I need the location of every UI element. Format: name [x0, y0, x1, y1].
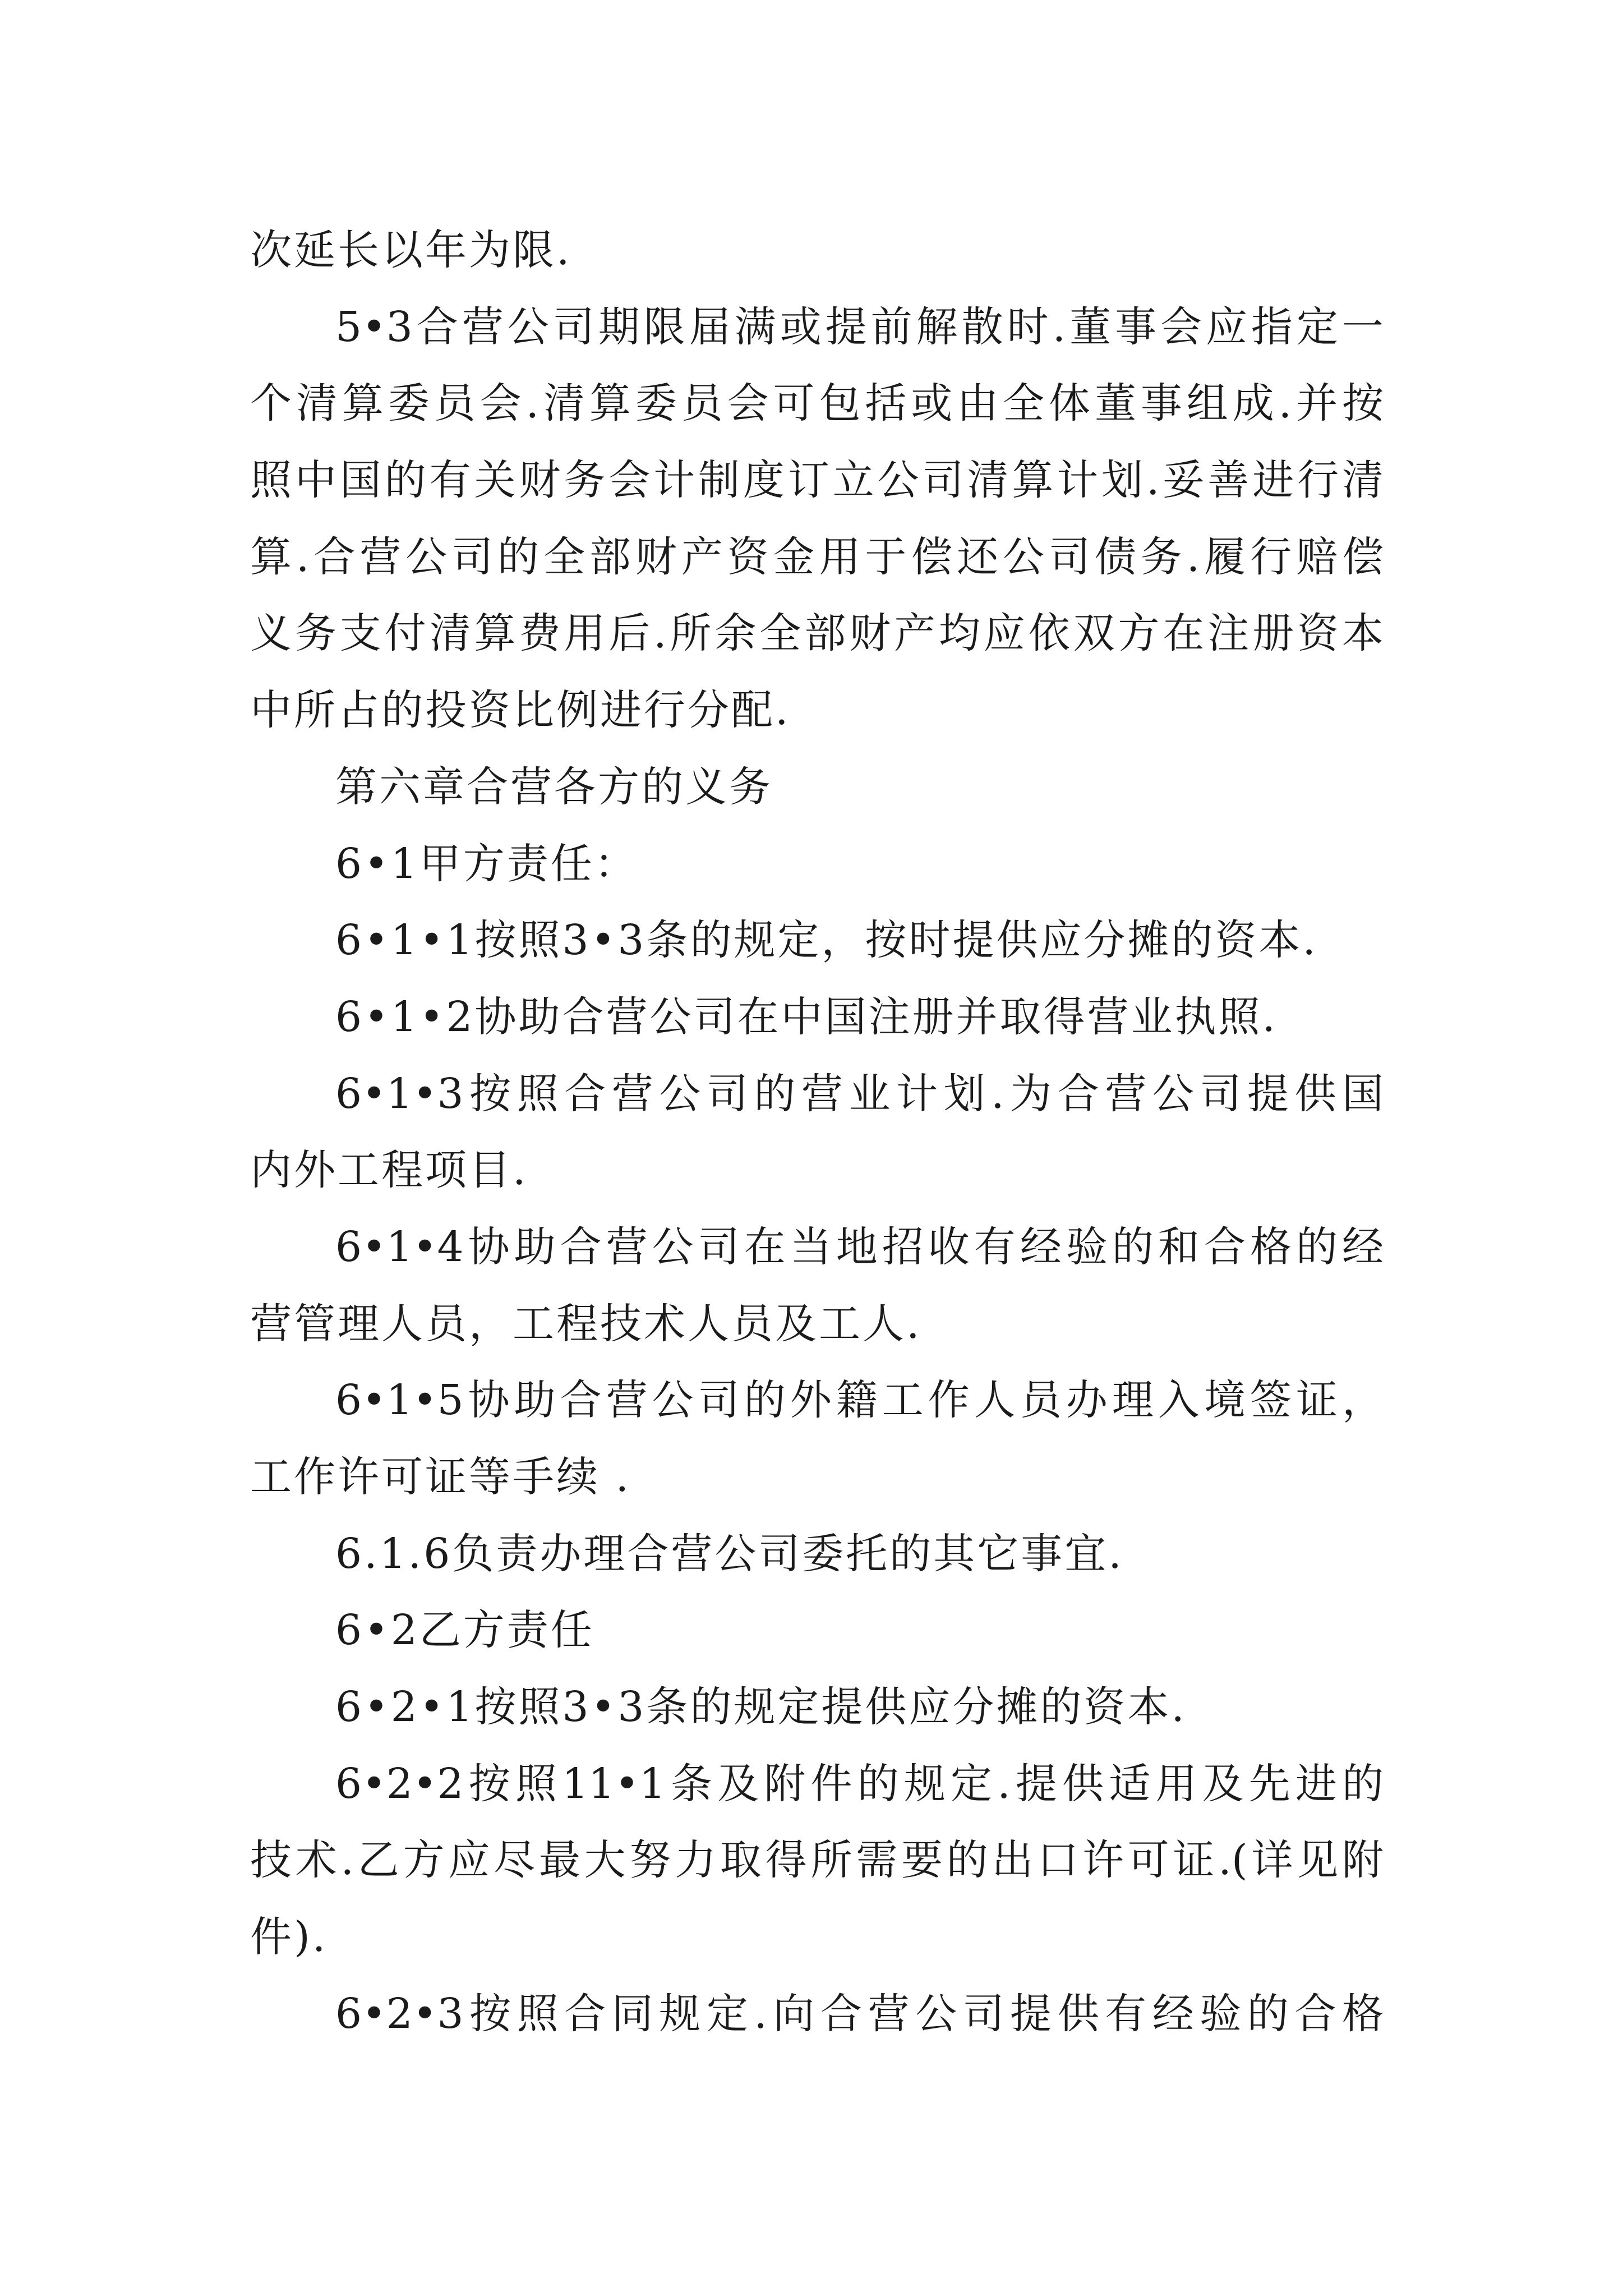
text-line: 6•1•4协助合营公司在当地招收有经验的和合格的经 — [335, 1222, 1384, 1271]
paragraph — [250, 1669, 1384, 1746]
text-line: 第六章合营各方的义务 — [335, 762, 773, 811]
text-line: 照中国的有关财务会计制度订立公司清算计划.妥善进行清 — [250, 456, 1384, 505]
chapter-heading — [250, 749, 1384, 826]
text-line: 算.合营公司的全部财产资金用于偿还公司债务.履行赔偿 — [250, 532, 1384, 581]
paragraph — [250, 1056, 1384, 1209]
text-line: 中所占的投资比例进行分配. — [250, 686, 791, 735]
paragraph — [250, 1746, 1384, 1976]
text-line: 6•1•3按照合营公司的营业计划.为合营公司提供国 — [335, 1069, 1384, 1118]
document-body — [250, 212, 1384, 2053]
text-line: 个清算委员会.清算委员会可包括或由全体董事组成.并按 — [250, 379, 1384, 428]
text-line: 6.1.6负责办理合营公司委托的其它事宜. — [335, 1529, 1124, 1578]
paragraph — [250, 1362, 1384, 1515]
text-line: 6•2•2按照11•1条及附件的规定.提供适用及先进的 — [335, 1759, 1384, 1808]
text-line: 内外工程项目. — [250, 1146, 528, 1195]
text-line: 6•2•3按照合同规定.向合营公司提供有经验的合格 — [335, 1989, 1384, 2038]
paragraph — [250, 979, 1384, 1056]
paragraph — [250, 289, 1384, 749]
text-line: 工作许可证等手续 . — [250, 1453, 631, 1501]
paragraph — [250, 1592, 1384, 1669]
paragraph — [250, 826, 1384, 903]
paragraph — [250, 212, 1384, 289]
paragraph — [250, 1516, 1384, 1593]
text-line: 件). — [250, 1913, 328, 1962]
text-line: 次延长以年为限. — [250, 226, 572, 274]
text-line: 6•2•1按照3•3条的规定提供应分摊的资本. — [335, 1683, 1187, 1732]
text-line: 6•1•2协助合营公司在中国注册并取得营业执照. — [335, 992, 1278, 1041]
text-line: 6•1甲方责任： — [335, 839, 638, 888]
text-line: 5•3合营公司期限届满或提前解散时.董事会应指定一 — [335, 302, 1384, 351]
text-line: 6•2乙方责任 — [335, 1606, 594, 1655]
paragraph — [250, 902, 1384, 979]
text-line: 6•1•5协助合营公司的外籍工作人员办理入境签证， — [335, 1376, 1384, 1425]
text-line: 6•1•1按照3•3条的规定，按时提供应分摊的资本. — [335, 916, 1318, 965]
text-line: 营管理人员，工程技术人员及工人. — [250, 1299, 922, 1348]
text-line: 义务支付清算费用后.所余全部财产均应依双方在注册资本 — [250, 609, 1384, 658]
paragraph — [250, 1209, 1384, 1362]
text-line: 技术.乙方应尽最大努力取得所需要的出口许可证.(详见附 — [250, 1836, 1384, 1885]
paragraph — [250, 1976, 1384, 2053]
